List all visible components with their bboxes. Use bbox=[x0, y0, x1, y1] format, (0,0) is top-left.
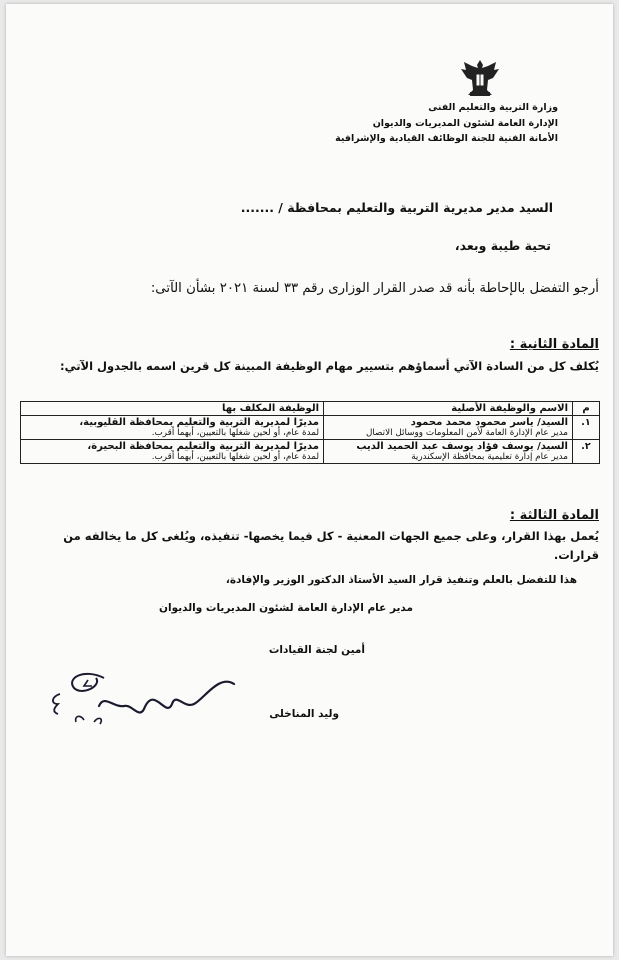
article-2-text: يُكلف كل من السادة الآتي أسماؤهم بتسيير مهام الوظيفة المبينة كل قرين اسمه بالجدول الآتي: bbox=[59, 359, 599, 373]
col-header-number: م bbox=[573, 402, 600, 416]
addressee: السيد مدير مديرية التربية والتعليم بمحافظة / ....... bbox=[240, 200, 553, 215]
eagle-emblem-icon bbox=[458, 56, 502, 98]
table-row bbox=[21, 416, 600, 440]
header-secretariat: الأمانة الفنية للجنة الوظائف القيادية والإشرافية bbox=[335, 133, 558, 144]
assignment-cell bbox=[21, 416, 324, 440]
header-directorate: الإدارة العامة لشئون المديريات والديوان bbox=[372, 117, 558, 129]
article-3-text: يُعمل بهذا القرار، وعلى جميع الجهات المعنية - كل فيما يخصها- تنفيذه، ويُلغى كل ما يخالفه من قرارات. bbox=[63, 529, 599, 562]
row-number: ١. bbox=[573, 416, 600, 440]
assignment-duration: لمدة عام، أو لحين شغلها بالتعيين، أيهما أقرب. bbox=[151, 428, 319, 438]
assignment-table bbox=[20, 401, 600, 464]
table-header-row bbox=[21, 402, 600, 416]
original-position: مدير عام الإدارة العامة لأمن المعلومات ووسائل الاتصال bbox=[365, 428, 568, 438]
assignment-duration: لمدة عام، أو لحين شغلها بالتعيين، أيهما أقرب. bbox=[151, 452, 319, 462]
assigned-position: مديرًا لمديرية التربية والتعليم بمحافظة البحيرة، bbox=[87, 441, 319, 452]
handwritten-signature bbox=[44, 664, 244, 734]
article-2-title: المادة الثانية : bbox=[509, 337, 599, 352]
greeting: تحية طيبة وبعد، bbox=[454, 238, 551, 253]
signatory-name: وليد المناخلى bbox=[269, 708, 339, 720]
name-cell bbox=[324, 440, 573, 464]
assigned-position: مديرًا لمديرية التربية والتعليم بمحافظة القليوبية، bbox=[79, 417, 319, 428]
name-cell bbox=[324, 416, 573, 440]
ministry-header bbox=[258, 100, 558, 147]
article-3-title: المادة الثالثة : bbox=[509, 508, 599, 523]
row-number: ٢. bbox=[573, 440, 600, 464]
table-row bbox=[21, 440, 600, 464]
assignment-cell bbox=[21, 440, 324, 464]
col-header-name: الاسم والوظيفة الأصلية bbox=[324, 402, 573, 416]
original-position: مدير عام إدارة تعليمية بمحافظة الإسكندرية bbox=[411, 452, 568, 462]
person-name: السيد/ ياسر محمود محمد محمود bbox=[410, 417, 568, 428]
intro-paragraph: أرجو التفضل بالإحاطة بأنه قد صدر القرار الوزارى رقم ٣٣ لسنة ٢٠٢١ بشأن الآتى: bbox=[150, 281, 599, 296]
closing-line: هذا للتفضل بالعلم وتنفيذ قرار السيد الأستاذ الدكتور الوزير والإفادة، bbox=[225, 574, 577, 586]
document-page bbox=[6, 4, 613, 956]
signatory-role: أمين لجنة القيادات bbox=[268, 644, 365, 656]
header-ministry: وزارة التربية والتعليم الفنى bbox=[428, 102, 558, 113]
signatory-title: مدير عام الإدارة العامة لشئون المديريات والديوان bbox=[159, 602, 413, 614]
col-header-assignment: الوظيفة المكلف بها bbox=[21, 402, 324, 416]
person-name: السيد/ يوسف فؤاد يوسف عبد الحميد الديب bbox=[356, 441, 568, 452]
